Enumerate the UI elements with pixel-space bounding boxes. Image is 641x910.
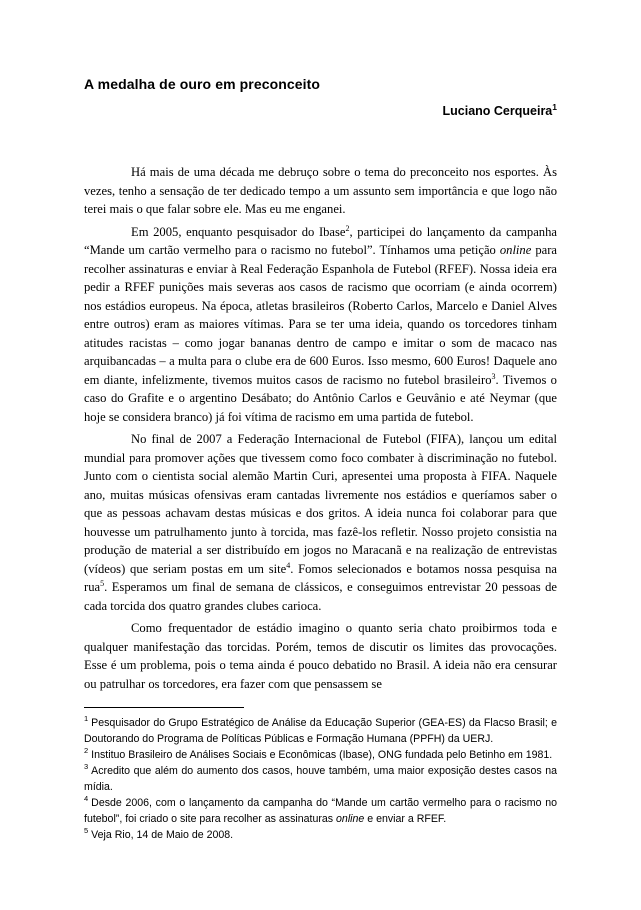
author-footnote-ref: 1	[552, 101, 557, 112]
text-run: Como frequentador de estádio imagino o quanto seria chato proibirmos toda e qualquer manifestação das torcidas. Porém, temos de discutir os limites das provocações. Esse é um problema, pois o tema ainda é pouco debatido no Brasil. A ideia não era censurar ou patrulhar os torcedores, era fazer com que pensassem se	[84, 621, 557, 691]
footnotes-section	[84, 707, 557, 843]
footnote-text: Desde 2006, com o lançamento da campanha do “Mande um cartão vermelho para o racismo no futebol”, foi criado o site para recolher as assinaturas	[84, 797, 557, 825]
italic-term: online	[499, 243, 532, 257]
paragraph-4	[84, 619, 557, 693]
footnote-divider	[84, 707, 244, 708]
footnote-marker: 1	[84, 714, 89, 724]
footnote-ref-2: 2	[345, 223, 350, 233]
footnote-marker: 3	[84, 762, 89, 772]
text-run: . Fomos selecionados e botamos nossa pesquisa na rua	[84, 561, 557, 594]
footnote-ref-5: 5	[100, 578, 105, 588]
footnote-marker: 5	[84, 826, 89, 836]
text-run: . Esperamos um final de semana de clássicos, e conseguimos entrevistar 20 pessoas de cada torcida dos quatro grandes clubes carioca.	[84, 580, 557, 613]
footnote-ref-3: 3	[491, 371, 496, 381]
footnote-ref-4: 4	[286, 560, 291, 570]
footnote-item-5	[84, 827, 557, 843]
body-text	[84, 163, 557, 693]
text-run: , participei do lançamento da campanha “Mande um cartão vermelho para o racismo no futebol”. Tínhamos uma petição	[84, 224, 557, 257]
footnote-item-3	[84, 763, 557, 795]
footnote-marker: 2	[84, 746, 89, 756]
footnote-item-2	[84, 747, 557, 763]
footnote-text: Instituo Brasileiro de Análises Sociais e Econômicas (Ibase), ONG fundada pelo Betinho em 1981.	[91, 749, 553, 761]
footnote-item-1	[84, 715, 557, 747]
footnote-text: e enviar a RFEF.	[364, 813, 447, 825]
text-run: Há mais de uma década me debruço sobre o tema do preconceito nos esportes. Às vezes, tenho a sensação de ter dedicado tempo a um assunto sem importância e que logo não terei mais o que falar sobre ele. Mas eu me enganei.	[84, 165, 557, 216]
footnote-marker: 4	[84, 794, 89, 804]
paragraph-1	[84, 163, 557, 219]
italic-term: online	[336, 813, 365, 825]
footnote-text: Acredito que além do aumento dos casos, houve também, uma maior exposição destes casos na mídia.	[84, 765, 557, 793]
footnote-item-4	[84, 795, 557, 827]
paragraph-3	[84, 430, 557, 615]
author-line	[84, 101, 557, 119]
footnote-text: Veja Rio, 14 de Maio de 2008.	[91, 829, 234, 841]
author-name: Luciano Cerqueira	[442, 104, 553, 118]
text-run: para recolher assinaturas e enviar à Real Federação Espanhola de Futebol (RFEF). Nossa ideia era pedir a RFEF punições mais severas aos casos de racismo que ocorriam (e ainda ocorrem) nos estádios europeus. Na época, atletas brasileiros (Roberto Carlos, Marcelo e Daniel Alves entre outros) eram as maiores vítimas. Para se ter uma ideia, quando os torcedores tinham atitudes racistas – como jogar bananas dentro de campo e imitar o som de macaco nas arquibancadas – a multa para o clube era de 600 Euros. Isso mesmo, 600 Euros! Daquele ano em diante, infelizmente, tivemos muitos casos de racismo no futebol brasileiro	[84, 243, 557, 387]
page-title: A medalha de ouro em preconceito	[84, 76, 321, 92]
text-run: Em 2005, enquanto pesquisador do Ibase	[131, 224, 346, 239]
paragraph-2	[84, 223, 557, 427]
footnote-text: Pesquisador do Grupo Estratégico de Análise da Educação Superior (GEA-ES) da Flacso Brasil; e Doutorando do Programa de Políticas Públicas e Formação Humana (PPFH) da UERJ.	[84, 717, 557, 745]
text-run: . Tivemos o caso do Grafite e o argentino Desábato; do Antônio Carlos e Geuvânio e até Neymar (que hoje se considera branco) já foi vítima de racismo em uma partida de futebol.	[84, 372, 557, 424]
text-run: No final de 2007 a Federação Internacional de Futebol (FIFA), lançou um edital mundial para promover ações que tivessem como foco combater à discriminação no futebol. Junto com o cientista social alemão Martin Curi, apresentei uma proposta à FIFA. Naquele ano, muitas músicas ofensivas eram cantadas livremente nos estádios e queríamos saber o que as pessoas achavam destas músicas e dos gritos. A ideia nunca foi colaborar para que houvesse um patrulhamento junto à torcida, mas fazê-los refletir. Nosso projeto consistia na produção de material a ser distribuído em jogos no Maracanã e na realização de entrevistas (vídeos) que seriam postas em um site	[84, 432, 557, 576]
